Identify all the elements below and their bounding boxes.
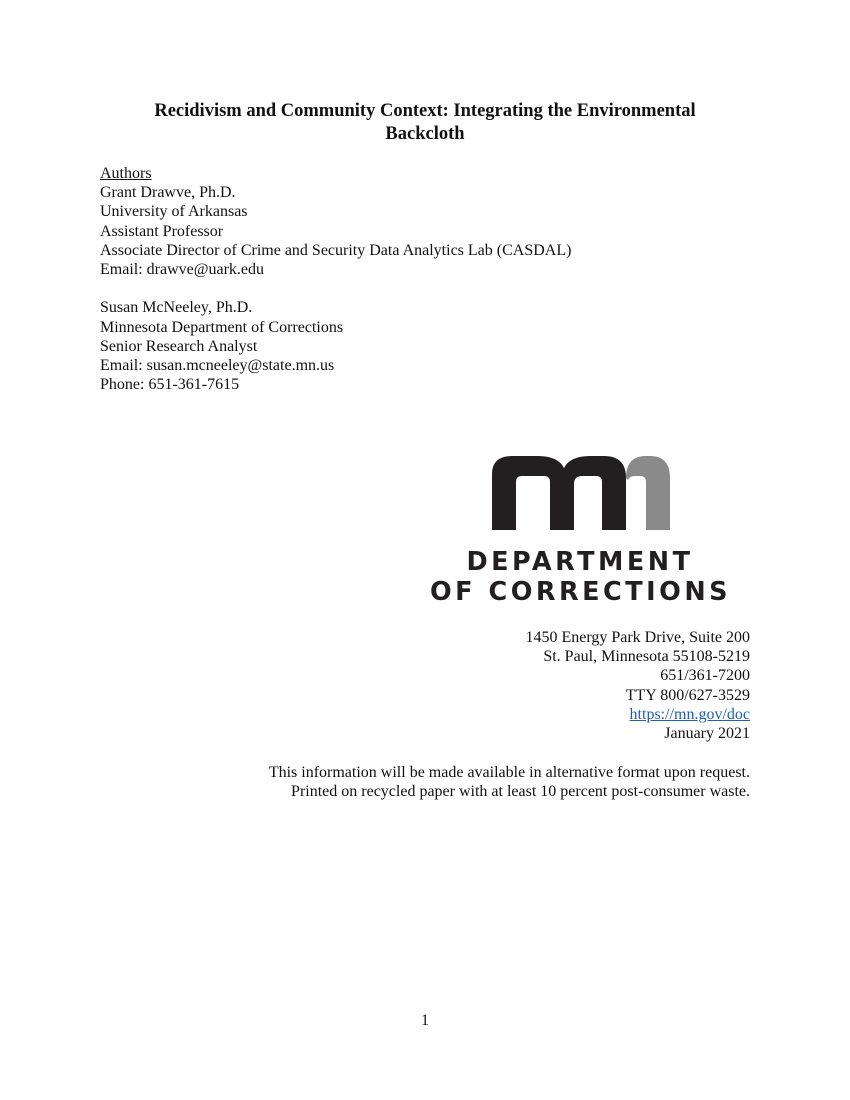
mn-logo-mark-icon bbox=[430, 452, 730, 542]
publication-date: January 2021 bbox=[664, 725, 750, 743]
author2-affiliation: Minnesota Department of Corrections bbox=[100, 318, 344, 336]
title-line-2: Backcloth bbox=[385, 124, 465, 144]
logo-text-of-corrections: OF CORRECTIONS bbox=[430, 577, 732, 607]
author2-phone: Phone: 651-361-7615 bbox=[100, 376, 240, 394]
website-link[interactable]: https://mn.gov/doc bbox=[629, 705, 750, 723]
notice-block bbox=[269, 763, 750, 801]
notice-recycled-paper: Printed on recycled paper with at least 10 percent post-consumer waste. bbox=[291, 783, 750, 801]
address-phone: 651/361-7200 bbox=[660, 667, 750, 685]
title-line-1: Recidivism and Community Context: Integrating the Environmental bbox=[154, 101, 696, 121]
authors-block bbox=[100, 164, 571, 394]
authors-heading: Authors bbox=[100, 165, 152, 182]
notice-alternative-format: This information will be made available in alternative format upon request. bbox=[268, 764, 750, 781]
mn-doc-logo bbox=[430, 452, 730, 612]
address-block bbox=[525, 628, 750, 743]
address-city: St. Paul, Minnesota 55108-5219 bbox=[543, 648, 750, 666]
page-number: 1 bbox=[421, 1012, 429, 1029]
author1-email: Email: drawve@uark.edu bbox=[100, 261, 265, 279]
author2-email: Email: susan.mcneeley@state.mn.us bbox=[100, 357, 335, 375]
author1-affiliation: University of Arkansas bbox=[100, 203, 248, 221]
author1-name: Grant Drawve, Ph.D. bbox=[100, 184, 236, 202]
author2-name: Susan McNeeley, Ph.D. bbox=[100, 299, 253, 317]
address-street: 1450 Energy Park Drive, Suite 200 bbox=[525, 629, 750, 646]
document-title bbox=[100, 100, 750, 146]
author1-position: Assistant Professor bbox=[100, 222, 224, 240]
author1-role: Associate Director of Crime and Security Data Analytics Lab (CASDAL) bbox=[100, 241, 572, 259]
logo-text-department: DEPARTMENT bbox=[466, 547, 694, 577]
address-tty: TTY 800/627-3529 bbox=[625, 686, 750, 704]
author2-position: Senior Research Analyst bbox=[100, 337, 258, 355]
